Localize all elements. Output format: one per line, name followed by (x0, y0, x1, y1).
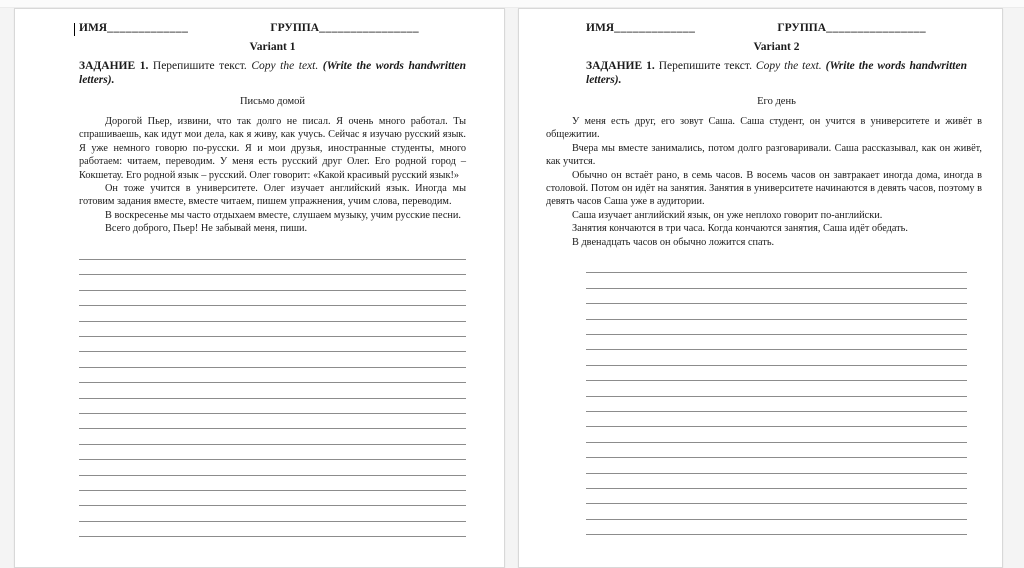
paragraph[interactable]: Обычно он встаёт рано, в семь часов. В восемь часов он завтракает иногда дома, иногда в столовой. Потом он идёт на занятия. Занятия в университете начинаются в девять часов, поэтому в девять часов Саша уже в аудитории. (546, 169, 982, 208)
writing-line[interactable] (586, 289, 967, 304)
text-title: Его день (757, 96, 796, 107)
group-label: ГРУППА (270, 22, 320, 34)
writing-line[interactable] (586, 335, 967, 350)
document-page-2[interactable] (518, 8, 1003, 568)
name-label: ИМЯ (79, 22, 108, 34)
writing-lines-area[interactable] (79, 245, 466, 537)
text-title: Письмо домой (239, 96, 306, 107)
name-blank-line[interactable]: _____________ (107, 22, 189, 34)
writing-line[interactable] (586, 520, 967, 535)
writing-line[interactable] (586, 427, 967, 442)
writing-line[interactable] (586, 443, 967, 458)
writing-line[interactable] (586, 381, 967, 396)
writing-line[interactable] (79, 476, 466, 491)
writing-line[interactable] (79, 445, 466, 460)
task-number: ЗАДАНИЕ 1. (586, 60, 655, 72)
writing-line[interactable] (79, 429, 466, 444)
writing-line[interactable] (79, 368, 466, 383)
writing-line[interactable] (79, 260, 466, 275)
group-label: ГРУППА (777, 22, 827, 34)
writing-line[interactable] (79, 399, 466, 414)
paragraph[interactable]: В воскресенье мы часто отдыхаем вместе, слушаем музыку, учим русские песни. (105, 209, 461, 221)
writing-line[interactable] (79, 414, 466, 429)
task-text-en: Copy the text. (251, 60, 323, 72)
writing-line[interactable] (586, 350, 967, 365)
writing-lines-area[interactable] (586, 258, 967, 535)
paragraph[interactable]: Всего доброго, Пьер! Не забывай меня, пиши. (105, 223, 308, 235)
task-note: (Write the words handwritten letters). (586, 60, 967, 86)
writing-line[interactable] (79, 383, 466, 398)
body-text[interactable] (79, 115, 466, 236)
task-number: ЗАДАНИЕ 1. (79, 60, 149, 72)
writing-line[interactable] (586, 489, 967, 504)
writing-line[interactable] (79, 491, 466, 506)
variant-heading: Variant 2 (753, 41, 800, 53)
header-line[interactable] (586, 22, 967, 34)
writing-line[interactable] (586, 366, 967, 381)
writing-line[interactable] (79, 306, 466, 321)
writing-line[interactable] (79, 506, 466, 521)
writing-line[interactable] (79, 275, 466, 290)
paragraph[interactable]: Занятия кончаются в три часа. Когда кончаются занятия, Саша идёт обедать. (572, 223, 908, 235)
paragraph[interactable]: У меня есть друг, его зовут Саша. Саша студент, он учится в университете и живёт в общежитии. (546, 116, 982, 141)
group-blank-line[interactable]: ________________ (319, 22, 420, 34)
name-blank-line[interactable]: _____________ (614, 22, 696, 34)
writing-line[interactable] (79, 460, 466, 475)
document-page-1[interactable] (14, 8, 505, 568)
paragraph[interactable]: В двенадцать часов он обычно ложится спать. (572, 236, 775, 248)
paragraph[interactable]: Он тоже учится в университете. Олег изучает английский язык. Иногда мы готовим задания вместе, вместе читаем, пишем упражнения, учим слова, переводим. (79, 183, 466, 208)
writing-line[interactable] (586, 474, 967, 489)
body-text[interactable] (546, 115, 982, 249)
writing-line[interactable] (586, 504, 967, 519)
task-instruction[interactable] (586, 60, 967, 87)
task-text-ru: Перепишите текст. (148, 60, 252, 72)
writing-line[interactable] (586, 304, 967, 319)
name-label: ИМЯ (586, 22, 615, 34)
paragraph[interactable]: Дорогой Пьер, извини, что так долго не писал. Я очень много работал. Ты спрашиваешь, как идут мои дела, как я живу, как учусь. Сейчас я изучаю русский язык. Я уже немного говорю по-русски. Я и мои друзья, иностранные студенты, много работаем: читаем, переводим. У меня есть русский друг Олег. Его родной город – Кокшетау. Его родной язык – русский. Олег говорит: «Какой красивый русский язык!» (79, 116, 466, 181)
writing-line[interactable] (79, 291, 466, 306)
writing-line[interactable] (586, 458, 967, 473)
canvas-top-strip (0, 0, 1024, 8)
header-line[interactable] (79, 22, 466, 34)
paragraph[interactable]: Вчера мы вместе занимались, потом долго разговаривали. Саша рассказывал, как он живёт, как учится. (546, 142, 982, 168)
writing-line[interactable] (586, 320, 967, 335)
task-text-ru: Перепишите текст. (654, 60, 756, 72)
task-instruction[interactable] (79, 60, 466, 87)
writing-line[interactable] (586, 397, 967, 412)
task-text-en: Copy the text. (755, 60, 826, 72)
group-blank-line[interactable]: ________________ (826, 22, 927, 34)
variant-heading: Variant 1 (249, 41, 296, 53)
writing-line[interactable] (586, 273, 967, 288)
writing-line[interactable] (586, 412, 967, 427)
writing-line[interactable] (586, 258, 967, 273)
writing-line[interactable] (79, 337, 466, 352)
text-cursor (74, 23, 75, 36)
task-note: (Write the words handwritten letters). (79, 60, 466, 86)
writing-line[interactable] (79, 352, 466, 367)
paragraph[interactable]: Саша изучает английский язык, он уже неплохо говорит по-английски. (572, 209, 883, 221)
writing-line[interactable] (79, 245, 466, 260)
writing-line[interactable] (79, 322, 466, 337)
